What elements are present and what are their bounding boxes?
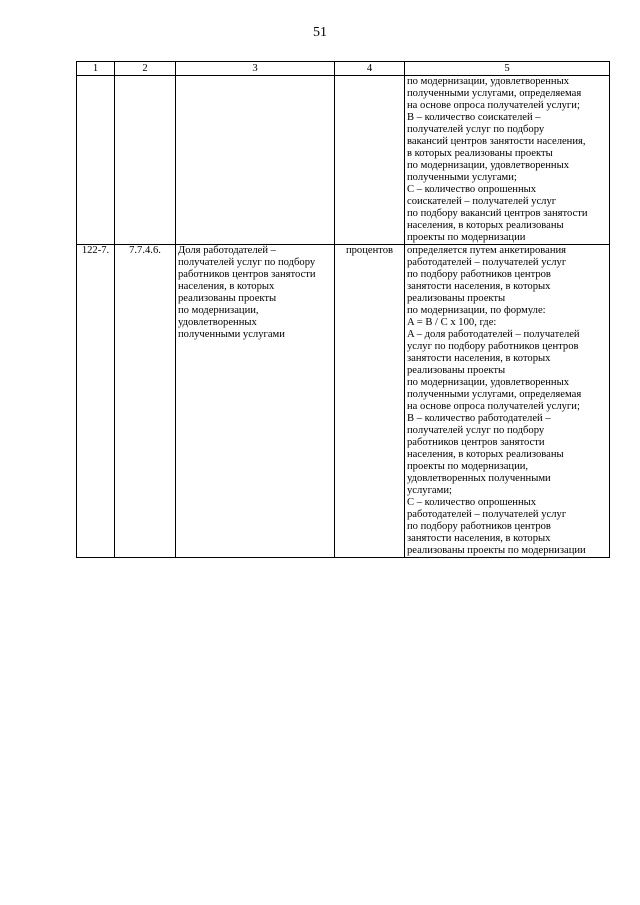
text-line: занятости населения, в которых — [407, 533, 551, 544]
text-line: по модернизации, удовлетворенных — [407, 76, 570, 87]
text-line: реализованы проекты — [407, 293, 506, 304]
row-number-cell: 122-7. — [77, 245, 115, 558]
text-line: работодателей – получателей услуг — [407, 257, 567, 268]
text-line: полученными услугами, определяемая — [407, 389, 582, 400]
column-header: 2 — [115, 62, 176, 76]
text-line: по подбору работников центров — [407, 521, 551, 532]
text-line: B – количество работодателей – — [407, 413, 551, 424]
text-line: удовлетворенных — [178, 317, 257, 328]
unit-cell: процентов — [335, 245, 405, 558]
column-header: 5 — [405, 62, 610, 76]
text-line: получателей услуг по подбору — [407, 124, 545, 135]
text-line: вакансий центров занятости населения, — [407, 136, 586, 147]
text-line: в которых реализованы проекты — [407, 148, 553, 159]
table-row — [77, 76, 610, 245]
row-code-cell — [115, 76, 176, 245]
text-line: по модернизации, удовлетворенных — [407, 377, 570, 388]
text-line: по модернизации, по формуле: — [407, 305, 546, 316]
column-header: 4 — [335, 62, 405, 76]
text-line: C – количество опрошенных — [407, 497, 537, 508]
text-line: по подбору работников центров — [407, 269, 551, 280]
text-line: полученными услугами — [178, 329, 285, 340]
indicator-name-cell — [176, 76, 335, 245]
method-cell — [405, 76, 610, 245]
text-line: на основе опроса получателей услуги; — [407, 401, 580, 412]
text-line: A = B / C x 100, где: — [407, 317, 497, 328]
text-line: по модернизации, — [178, 305, 259, 316]
row-code-cell: 7.7.4.6. — [115, 245, 176, 558]
row-number-cell — [77, 76, 115, 245]
text-line: проекты по модернизации, — [407, 461, 529, 472]
table-row — [77, 245, 610, 558]
text-line: получателей услуг по подбору — [178, 257, 316, 268]
text-line: населения, в которых реализованы — [407, 449, 564, 460]
text-line: реализованы проекты — [178, 293, 277, 304]
text-line: населения, в которых — [178, 281, 275, 292]
text-line: по модернизации, удовлетворенных — [407, 160, 570, 171]
text-line: B – количество соискателей – — [407, 112, 541, 123]
method-cell — [405, 245, 610, 558]
text-line: работников центров занятости — [178, 269, 316, 280]
text-line: соискателей – получателей услуг — [407, 196, 557, 207]
column-header: 1 — [77, 62, 115, 76]
text-line: населения, в которых реализованы — [407, 220, 564, 231]
column-header: 3 — [176, 62, 335, 76]
unit-cell — [335, 76, 405, 245]
text-line: определяется путем анкетирования — [407, 245, 567, 256]
text-line: A – доля работодателей – получателей — [407, 329, 580, 340]
text-line: C – количество опрошенных — [407, 184, 537, 195]
text-line: Доля работодателей – — [178, 245, 276, 256]
text-line: полученными услугами, определяемая — [407, 88, 582, 99]
text-line: удовлетворенных полученными — [407, 473, 551, 484]
page-number: 51 — [313, 25, 327, 40]
text-line: занятости населения, в которых — [407, 281, 551, 292]
text-line: на основе опроса получателей услуги; — [407, 100, 580, 111]
indicator-table — [76, 61, 610, 558]
text-line: работников центров занятости — [407, 437, 545, 448]
text-line: полученными услугами; — [407, 172, 517, 183]
text-line: занятости населения, в которых — [407, 353, 551, 364]
text-line: получателей услуг по подбору — [407, 425, 545, 436]
table-header-row — [77, 62, 610, 76]
text-line: услугами; — [407, 485, 452, 496]
indicator-name-cell — [176, 245, 335, 558]
text-line: проекты по модернизации — [407, 232, 526, 243]
text-line: услуг по подбору работников центров — [407, 341, 579, 352]
text-line: работодателей – получателей услуг — [407, 509, 567, 520]
text-line: реализованы проекты — [407, 365, 506, 376]
text-line: реализованы проекты по модернизации — [407, 545, 586, 556]
text-line: по подбору вакансий центров занятости — [407, 208, 588, 219]
